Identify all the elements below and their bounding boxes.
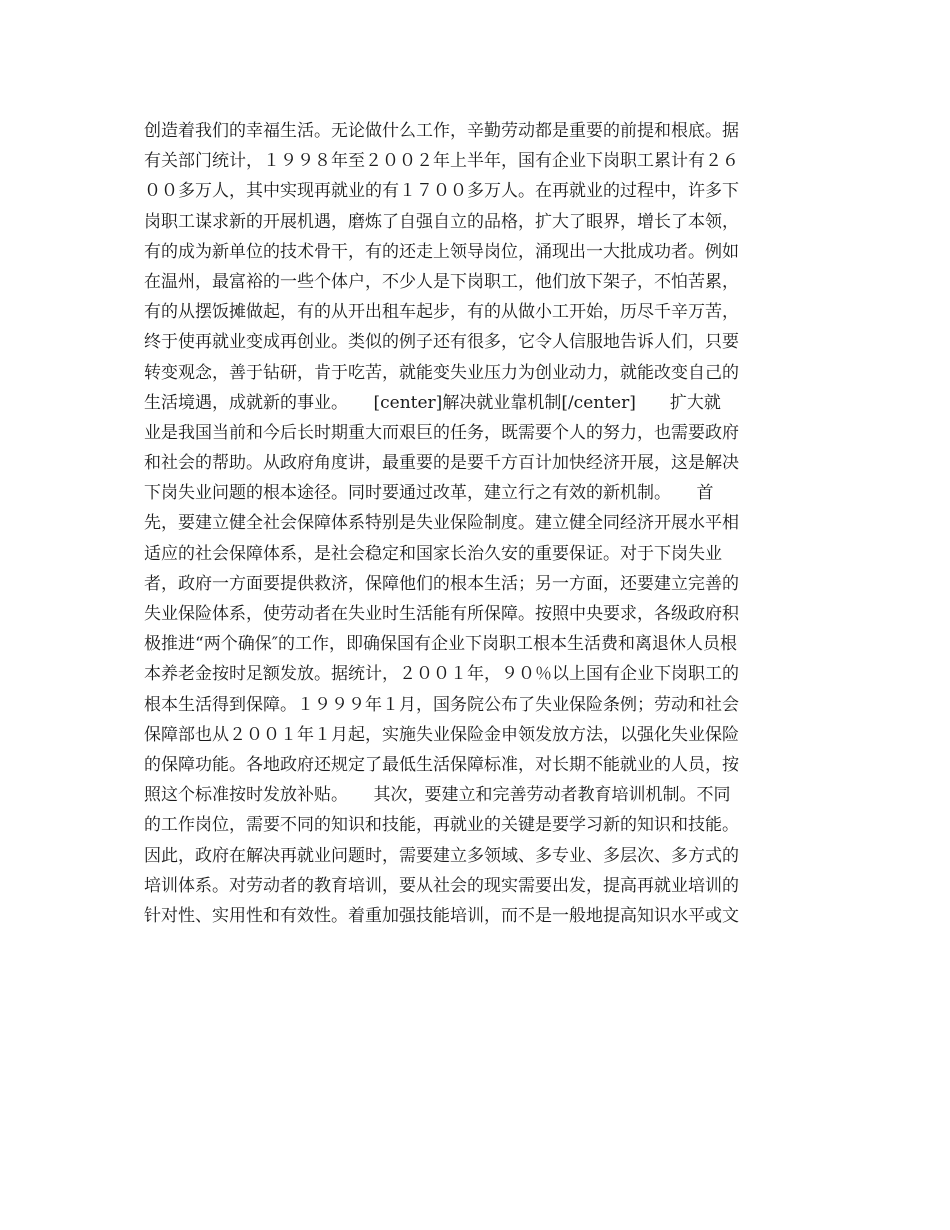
text-line: 业是我国当前和今后长时期重大而艰巨的任务，既需要个人的努力，也需要政府 [144, 422, 739, 443]
text-line: 终于使再就业变成再创业。类似的例子还有很多，它令人信服地告诉人们，只要 [144, 332, 739, 353]
text-line: 有关部门统计，１９９８年至２００２年上半年，国有企业下岗职工累计有２６ [144, 151, 739, 172]
text-line: 的保障功能。各地政府还规定了最低生活保障标准，对长期不能就业的人员，按 [144, 754, 739, 775]
text-line: 针对性、实用性和有效性。着重加强技能培训，而不是一般地提高知识水平或文 [144, 905, 739, 926]
text-line: 有的从摆饭摊做起，有的从开出租车起步，有的从做小工开始，历尽千辛万苦， [144, 302, 739, 323]
text-line: 根本生活得到保障。１９９９年１月，国务院公布了失业保险条例；劳动和社会 [144, 694, 739, 715]
text-line: 岗职工谋求新的开展机遇，磨炼了自强自立的品格，扩大了眼界，增长了本领， [144, 211, 739, 232]
text-line: 下岗失业问题的根本途径。同时要通过改革，建立行之有效的新机制。 首 [144, 483, 714, 504]
text-line: ００多万人，其中实现再就业的有１７００多万人。在再就业的过程中，许多下 [144, 181, 739, 202]
text-line: 生活境遇，成就新的事业。 [center]解决就业靠机制[/center] 扩大就 [144, 392, 721, 413]
text-line: 因此，政府在解决再就业问题时，需要建立多领域、多专业、多层次、多方式的 [144, 845, 739, 866]
body-text [144, 116, 804, 931]
text-line: 转变观念，善于钻研，肯于吃苦，就能变失业压力为创业动力，就能改变自己的 [144, 362, 739, 383]
text-line: 和社会的帮助。从政府角度讲，最重要的是要千方百计加快经济开展，这是解决 [144, 453, 739, 474]
text-line: 的工作岗位，需要不同的知识和技能，再就业的关键是要学习新的知识和技能。 [144, 815, 739, 836]
text-line: 极推进“两个确保″的工作，即确保国有企业下岗职工根本生活费和离退休人员根 [144, 634, 738, 655]
text-line: 者，政府一方面要提供救济，保障他们的根本生活；另一方面，还要建立完善的 [144, 573, 739, 594]
text-line: 有的成为新单位的技术骨干，有的还走上领导岗位，涌现出一大批成功者。例如 [144, 241, 739, 262]
text-line: 保障部也从２００１年１月起，实施失业保险金申领发放方法，以强化失业保险 [144, 724, 739, 745]
text-line: 先，要建立健全社会保障体系特别是失业保险制度。建立健全同经济开展水平相 [144, 513, 739, 534]
text-line: 在温州，最富裕的一些个体户，不少人是下岗职工，他们放下架子，不怕苦累， [144, 271, 739, 292]
text-line: 失业保险体系，使劳动者在失业时生活能有所保障。按照中央要求，各级政府积 [144, 604, 739, 624]
text-line: 本养老金按时足额发放。据统计，２００１年，９０％以上国有企业下岗职工的 [144, 664, 739, 685]
text-line: 创造着我们的幸福生活。无论做什么工作，辛勤劳动都是重要的前提和根底。据 [144, 121, 739, 141]
text-line: 培训体系。对劳动者的教育培训，要从社会的现实需要出发，提高再就业培训的 [144, 875, 739, 896]
text-line: 照这个标准按时发放补贴。 其次，要建立和完善劳动者教育培训机制。不同 [144, 785, 731, 806]
text-line: 适应的社会保障体系，是社会稳定和国家长治久安的重要保证。对于下岗失业 [144, 543, 722, 564]
